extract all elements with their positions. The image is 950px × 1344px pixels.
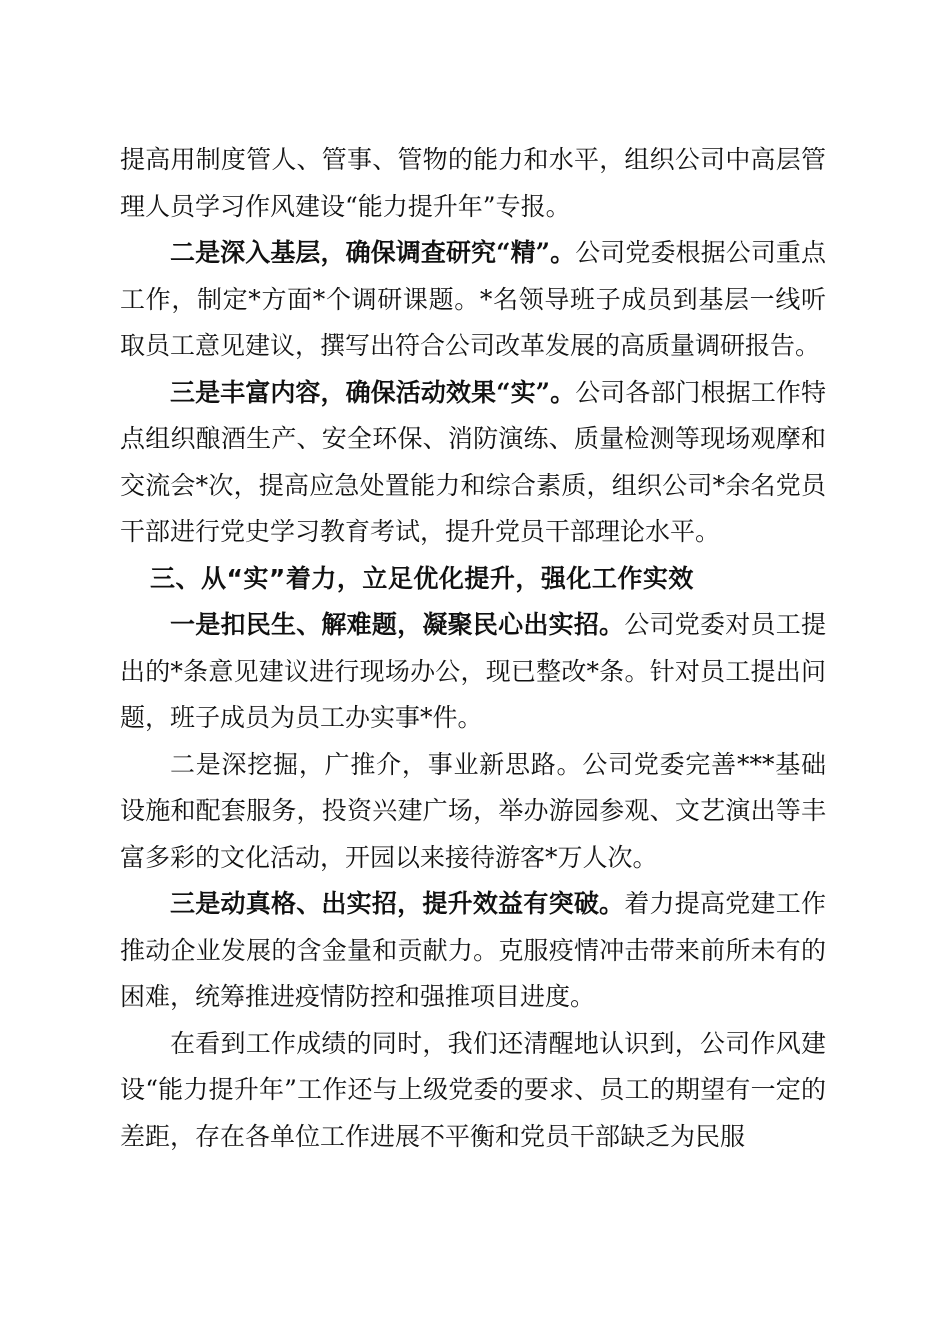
paragraph-text: 公司各部门根据工作特点组织酿酒生产、安全环保、消防演练、质量检测等现场观摩和交流会*次，提高应急处置能力和综合素质，组织公司*余名党员干部进行党史学习教育考试，提升党员干部理论水平。: [120, 377, 826, 546]
paragraph-continuation: [120, 137, 826, 230]
paragraph-lead: 三是丰富内容，确保活动效果“实”。: [170, 377, 576, 407]
paragraph-efficiency: [120, 881, 826, 1021]
paragraph-lead: 一是扣民生、解难题，凝聚民心出实招。: [170, 610, 625, 639]
paragraph-shortcomings: [120, 1021, 826, 1161]
paragraph-text: 着力提高党建工作推动企业发展的含金量和贡献力。克服疫情冲击带来前所未有的困难，统筹推进疫情防控和强推项目进度。: [120, 889, 826, 1011]
paragraph-text: 公司党委完善***基础设施和配套服务，投资兴建广场，举办游园参观、文艺演出等丰富多彩的文化活动，开园以来接待游客*万人次。: [120, 749, 826, 872]
section-heading: 三、从“实”着力，立足优化提升，强化工作实效: [150, 563, 694, 593]
document-body: [120, 137, 826, 1160]
paragraph-text: 公司党委对员工提出的*条意见建议进行现场办公，现已整改*条。针对员工提出问题，班子成员为员工办实事*件。: [120, 610, 826, 732]
paragraph-research: [120, 230, 826, 370]
paragraph-lead: 二是深入基层，确保调查研究“精”。: [170, 238, 576, 267]
paragraph-lead: 二是深挖掘，广推介，事业新思路。: [170, 749, 583, 779]
paragraph-text: 在看到工作成绩的同时，我们还清醒地认识到，公司作风建设“能力提升年”工作还与上级党委的要求、员工的期望有一定的差距，存在各单位工作进展不平衡和党员干部缺乏为民服: [120, 1028, 826, 1151]
paragraph-text: 提高用制度管人、管事、管物的能力和水平，组织公司中高层管理人员学习作风建设“能力提升年”专报。: [120, 145, 826, 221]
paragraph-activities: [120, 370, 826, 556]
paragraph-text: 公司党委根据公司重点工作，制定*方面*个调研课题。*名领导班子成员到基层一线听取员工意见建议，撰写出符合公司改革发展的高质量调研报告。: [120, 238, 826, 360]
paragraph-promotion: [120, 742, 826, 882]
paragraph-lead: 三是动真格、出实招，提升效益有突破。: [170, 889, 625, 918]
paragraph-livelihood: [120, 602, 826, 742]
